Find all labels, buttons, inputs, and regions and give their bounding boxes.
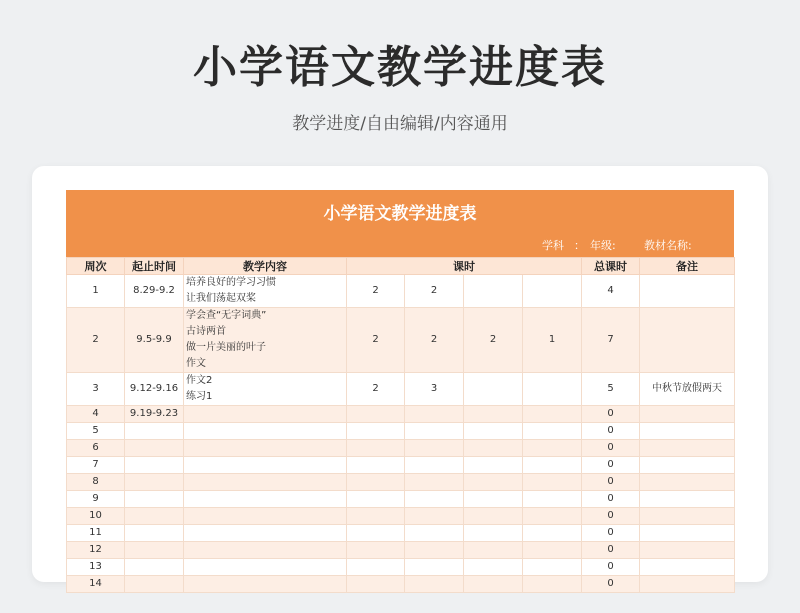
cell-note[interactable] <box>640 457 735 474</box>
cell-week[interactable]: 14 <box>67 576 125 593</box>
cell-h2[interactable] <box>405 491 464 508</box>
cell-total[interactable]: 7 <box>582 308 640 373</box>
table-row <box>67 457 735 474</box>
col-header-content: 教学内容 <box>184 258 347 275</box>
col-header-note: 备注 <box>640 258 735 275</box>
content-line: 做一片美丽的叶子 <box>186 342 266 353</box>
col-header-total: 总课时 <box>582 258 640 275</box>
table-row <box>67 525 735 542</box>
content-line: 学会查“无字词典” <box>186 310 267 321</box>
col-header-period: 起止时间 <box>125 258 184 275</box>
table-row <box>67 542 735 559</box>
cell-period[interactable] <box>125 423 184 440</box>
cell-period[interactable] <box>125 542 184 559</box>
cell-h3[interactable] <box>464 576 523 593</box>
cell-h3[interactable] <box>464 373 523 406</box>
cell-h2[interactable] <box>405 525 464 542</box>
cell-note[interactable]: 中秋节放假两天 <box>640 373 735 406</box>
cell-note[interactable] <box>640 308 735 373</box>
cell-week[interactable]: 2 <box>67 308 125 373</box>
cell-content[interactable] <box>184 457 347 474</box>
cell-week[interactable]: 9 <box>67 491 125 508</box>
cell-period[interactable]: 9.19-9.23 <box>125 406 184 423</box>
cell-period[interactable] <box>125 491 184 508</box>
cell-period[interactable] <box>125 559 184 576</box>
cell-note[interactable] <box>640 508 735 525</box>
cell-period[interactable] <box>125 525 184 542</box>
cell-h2[interactable] <box>405 457 464 474</box>
cell-total[interactable]: 0 <box>582 491 640 508</box>
cell-note[interactable] <box>640 491 735 508</box>
cell-h1[interactable] <box>347 559 405 576</box>
cell-note[interactable] <box>640 559 735 576</box>
cell-h4[interactable] <box>523 559 582 576</box>
cell-total[interactable]: 0 <box>582 474 640 491</box>
cell-h3[interactable] <box>464 275 523 308</box>
cell-h4[interactable] <box>523 275 582 308</box>
cell-total[interactable]: 0 <box>582 508 640 525</box>
cell-h3[interactable] <box>464 542 523 559</box>
cell-period[interactable] <box>125 440 184 457</box>
cell-period[interactable]: 8.29-9.2 <box>125 275 184 308</box>
subject-label: 学科 <box>542 239 564 252</box>
cell-h4[interactable] <box>523 508 582 525</box>
cell-total[interactable]: 0 <box>582 406 640 423</box>
cell-week[interactable]: 11 <box>67 525 125 542</box>
table-row <box>67 508 735 525</box>
table-row <box>67 491 735 508</box>
cell-h1[interactable]: 2 <box>347 275 405 308</box>
cell-period[interactable] <box>125 576 184 593</box>
page-subtitle: 教学进度/自由编辑/内容通用 <box>292 114 508 134</box>
cell-h3[interactable] <box>464 406 523 423</box>
cell-note[interactable] <box>640 406 735 423</box>
content-line: 作文 <box>186 358 206 369</box>
cell-content[interactable] <box>184 474 347 491</box>
cell-note[interactable] <box>640 576 735 593</box>
cell-h2[interactable]: 3 <box>405 373 464 406</box>
cell-h2[interactable]: 2 <box>405 308 464 373</box>
cell-h1[interactable] <box>347 542 405 559</box>
cell-total[interactable]: 0 <box>582 440 640 457</box>
content-line: 培养良好的学习习惯 <box>186 277 276 288</box>
cell-note[interactable] <box>640 474 735 491</box>
cell-h1[interactable] <box>347 508 405 525</box>
cell-total[interactable]: 5 <box>582 373 640 406</box>
cell-note[interactable] <box>640 542 735 559</box>
grade-label: 年级: <box>590 239 616 252</box>
cell-h2[interactable]: 2 <box>405 275 464 308</box>
col-header-hours: 课时 <box>347 258 582 275</box>
cell-h3[interactable] <box>464 525 523 542</box>
cell-h3[interactable] <box>464 491 523 508</box>
content-line: 让我们荡起双桨 <box>186 293 256 304</box>
cell-content[interactable] <box>184 559 347 576</box>
cell-total[interactable]: 0 <box>582 525 640 542</box>
cell-h1[interactable] <box>347 525 405 542</box>
col-header-week: 周次 <box>67 258 125 275</box>
table-row <box>67 275 735 308</box>
cell-period[interactable] <box>125 508 184 525</box>
cell-h4[interactable] <box>523 525 582 542</box>
cell-h1[interactable] <box>347 576 405 593</box>
cell-content[interactable] <box>184 373 347 406</box>
table-row <box>67 406 735 423</box>
cell-h4[interactable] <box>523 491 582 508</box>
cell-content[interactable] <box>184 508 347 525</box>
table-row <box>67 423 735 440</box>
table-row <box>67 576 735 593</box>
table-row <box>67 440 735 457</box>
cell-content[interactable] <box>184 423 347 440</box>
cell-h4[interactable] <box>523 474 582 491</box>
cell-note[interactable] <box>640 440 735 457</box>
cell-period[interactable]: 9.12-9.16 <box>125 373 184 406</box>
cell-h4[interactable] <box>523 406 582 423</box>
cell-h1[interactable] <box>347 491 405 508</box>
cell-h1[interactable] <box>347 440 405 457</box>
cell-content[interactable] <box>184 491 347 508</box>
cell-note[interactable] <box>640 525 735 542</box>
sheet-header <box>66 190 734 257</box>
cell-h1[interactable] <box>347 474 405 491</box>
content-line: 古诗两首 <box>186 326 226 337</box>
cell-h1[interactable] <box>347 406 405 423</box>
cell-total[interactable]: 0 <box>582 423 640 440</box>
cell-h4[interactable] <box>523 373 582 406</box>
cell-total[interactable]: 0 <box>582 457 640 474</box>
cell-content[interactable] <box>184 275 347 308</box>
cell-h4[interactable] <box>523 576 582 593</box>
cell-week[interactable]: 6 <box>67 440 125 457</box>
cell-h2[interactable] <box>405 406 464 423</box>
subject-colon: ： <box>574 239 585 252</box>
cell-h2[interactable] <box>405 559 464 576</box>
cell-week[interactable]: 10 <box>67 508 125 525</box>
cell-h3[interactable] <box>464 559 523 576</box>
spreadsheet <box>66 190 734 589</box>
cell-week[interactable]: 5 <box>67 423 125 440</box>
cell-week[interactable]: 4 <box>67 406 125 423</box>
cell-h1[interactable]: 2 <box>347 373 405 406</box>
cell-period[interactable] <box>125 457 184 474</box>
content-line: 作文2 <box>186 375 213 386</box>
cell-h1[interactable] <box>347 457 405 474</box>
cell-period[interactable]: 9.5-9.9 <box>125 308 184 373</box>
cell-h2[interactable] <box>405 423 464 440</box>
cell-h3[interactable]: 2 <box>464 308 523 373</box>
cell-content[interactable] <box>184 576 347 593</box>
cell-week[interactable]: 12 <box>67 542 125 559</box>
cell-content[interactable] <box>184 406 347 423</box>
cell-h4[interactable] <box>523 542 582 559</box>
table-row <box>67 559 735 576</box>
cell-h1[interactable] <box>347 423 405 440</box>
cell-h4[interactable]: 1 <box>523 308 582 373</box>
cell-total[interactable]: 0 <box>582 542 640 559</box>
cell-week[interactable]: 1 <box>67 275 125 308</box>
cell-note[interactable] <box>640 423 735 440</box>
table-row <box>67 474 735 491</box>
cell-content[interactable] <box>184 542 347 559</box>
cell-week[interactable]: 13 <box>67 559 125 576</box>
cell-h2[interactable] <box>405 508 464 525</box>
table-header-row <box>67 258 735 275</box>
cell-h4[interactable] <box>523 423 582 440</box>
schedule-table <box>66 257 735 593</box>
cell-total[interactable]: 0 <box>582 559 640 576</box>
cell-h1[interactable]: 2 <box>347 308 405 373</box>
cell-note[interactable] <box>640 275 735 308</box>
cell-h3[interactable] <box>464 440 523 457</box>
cell-h3[interactable] <box>464 474 523 491</box>
cell-content[interactable] <box>184 308 347 373</box>
cell-total[interactable]: 0 <box>582 576 640 593</box>
table-row <box>67 308 735 373</box>
preview-card <box>32 166 768 589</box>
cell-content[interactable] <box>184 525 347 542</box>
cell-h2[interactable] <box>405 542 464 559</box>
cell-total[interactable]: 4 <box>582 275 640 308</box>
cell-h4[interactable] <box>523 457 582 474</box>
table-row <box>67 373 735 406</box>
sheet-title: 小学语文教学进度表 <box>323 204 477 224</box>
cell-week[interactable]: 8 <box>67 474 125 491</box>
cell-h2[interactable] <box>405 576 464 593</box>
cell-period[interactable] <box>125 474 184 491</box>
cell-week[interactable]: 7 <box>67 457 125 474</box>
cell-week[interactable]: 3 <box>67 373 125 406</box>
cell-h3[interactable] <box>464 508 523 525</box>
content-line: 练习1 <box>186 391 213 402</box>
page-title: 小学语文教学进度表 <box>193 42 607 93</box>
cell-h2[interactable] <box>405 440 464 457</box>
cell-h4[interactable] <box>523 440 582 457</box>
cell-h3[interactable] <box>464 457 523 474</box>
cell-content[interactable] <box>184 440 347 457</box>
cell-h2[interactable] <box>405 474 464 491</box>
textbook-label: 教材名称: <box>644 239 692 252</box>
cell-h3[interactable] <box>464 423 523 440</box>
